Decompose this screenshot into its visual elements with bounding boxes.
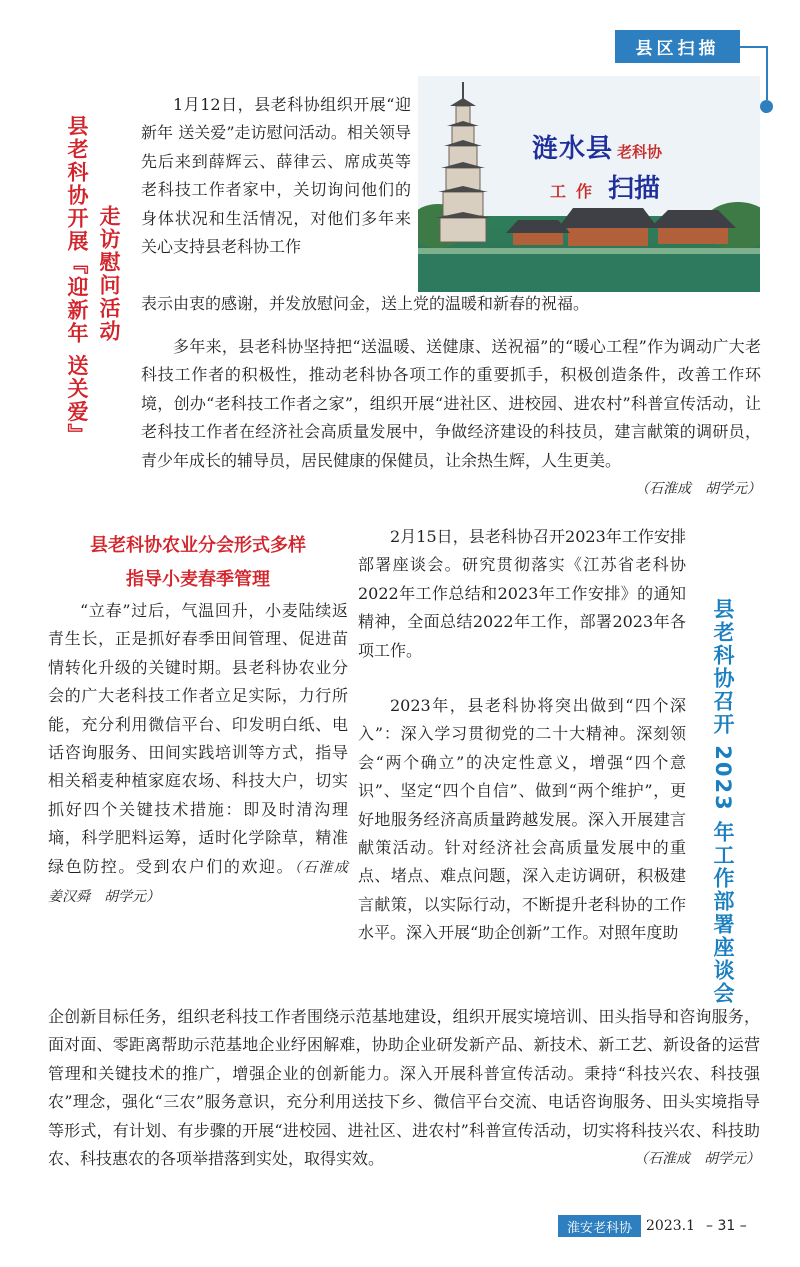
article1-paragraph-tail: 表示由衷的感谢，并发放慰问金，送上党的温暖和新春的祝福。 bbox=[141, 294, 590, 313]
article2-paragraph-text: “立春”过后，气温回升，小麦陆续返青生长，正是抓好春季田间管理、促进苗情转化升级的关键时期。县老科协农业分会的广大老科技工作者立足实际，力行所能，充分利用微信平台、印发明白纸、电话咨询服务、田间实践培训等方式，指导相关稻麦种植家庭农场、科技大户，切实抓好四个关键技术措施：即及时清沟理墒，科学肥料运筹，适时化学除草，精准绿色防控。受到农户们的欢迎。 bbox=[48, 601, 348, 876]
article2-credit: （石淮成 姜汉舜 胡学元） bbox=[48, 859, 362, 906]
article1-paragraph: 1月12日，县老科协组织开展“迎新年 送关爱”走访慰问活动。相关领导先后来到薛辉云、薛律云、席成英等老科技工作者家中，关切询问他们的身体状况和生活情况，对他们多年来关心支持县老科协工作 bbox=[141, 95, 411, 257]
article1-subtitle: 走访慰问活动 bbox=[97, 205, 121, 343]
header-dot bbox=[760, 100, 773, 113]
article1-credit: （石淮成 胡学元） bbox=[635, 481, 761, 498]
photo-subtitle-scan: 扫描 bbox=[608, 174, 661, 204]
article2-body bbox=[48, 597, 362, 911]
header-rule bbox=[740, 46, 768, 48]
pagoda-photo bbox=[418, 76, 760, 292]
article1-title: 县老科协开展『迎新年 送关爱』 bbox=[65, 115, 89, 447]
article2-paragraph bbox=[48, 597, 362, 911]
article3-paragraph-1: 2月15日，县老科协召开2023年工作安排部署座谈会。研究贯彻落实《江苏省老科协2022年工作总结和2023年工作安排》的通知精神，全面总结2022年工作，部署2023年各项工作。 bbox=[358, 527, 686, 660]
header-rule-vertical bbox=[766, 46, 768, 100]
photo-subtitle bbox=[550, 168, 660, 205]
article3-paragraph-2: 2023年，县老科协将突出做到“四个深入”：深入学习贯彻党的二十大精神。深刻领会“两个确立”的决定性意义，增强“四个意识”、坚定“四个自信”、做到“两个维护”，更好地服务经济高质量跨越发展。深入开展建言献策活动。针对经济社会高质量发展中的重点、堵点、难点问题，深入走访调研，积极建言献策，以实际行动，不断提升老科协的工作水平。深入开展“助企创新”工作。对照年度助 bbox=[358, 696, 686, 943]
page-number: – 31 – bbox=[706, 1218, 747, 1234]
article2-subtitle: 指导小麦春季管理 bbox=[126, 569, 270, 590]
article3-title: 县老科协召开 2023 年工作部署座谈会 bbox=[711, 598, 735, 1006]
section-tab: 县区扫描 bbox=[615, 30, 740, 63]
photo-title-county: 涟水县 bbox=[532, 134, 614, 164]
journal-name: 淮安老科协 bbox=[558, 1215, 641, 1237]
photo-title bbox=[532, 128, 662, 165]
photo-title-org: 老科协 bbox=[617, 143, 663, 161]
article3-credit: （石淮成 胡学元） bbox=[634, 1151, 760, 1168]
photo-subtitle-work: 工作 bbox=[550, 182, 603, 201]
article1-paragraph-2 bbox=[141, 333, 761, 503]
article1-paragraph-2-text: 多年来，县老科协坚持把“送温暖、送健康、送祝福”的“暖心工程”作为调动广大老科技工作者的积极性，推动老科协各项工作的重要抓手，积极创造条件，改善工作环境，创办“老科技工作者之家”，组织开展“进社区、进校园、进农村”科普宣传活动，让老科技工作者在经济社会高质量发展中，争做经济建设的科技员，建言献策的调研员，青少年成长的辅导员，居民健康的保健员，让余热生辉，人生更美。 bbox=[141, 337, 761, 470]
article3-paragraph-3-text: 企创新目标任务，组织老科技工作者围绕示范基地建设，组织开展实境培训、田头指导和咨询服务，面对面、零距离帮助示范基地企业纾困解难，协助企业研发新产品、新技术、新工艺、新设备的运营管理和关键技术的推广，增强企业的创新能力。深入开展科普宣传活动。秉持“科技兴农、科技强农”理念，强化“三农”服务意识，充分利用送技下乡、微信平台交流、电话咨询服务、田头实境指导等形式，有计划、有步骤的开展“进校园、进社区、进农村”科普宣传活动，切实将科技兴农、科技助农、科技惠农的各项举措落到实处，取得实效。 bbox=[48, 1007, 760, 1169]
article2-title: 县老科协农业分会形式多样 bbox=[90, 535, 306, 556]
issue-number: 2023.1 bbox=[646, 1218, 695, 1234]
article3-paragraph-3 bbox=[48, 1003, 760, 1173]
